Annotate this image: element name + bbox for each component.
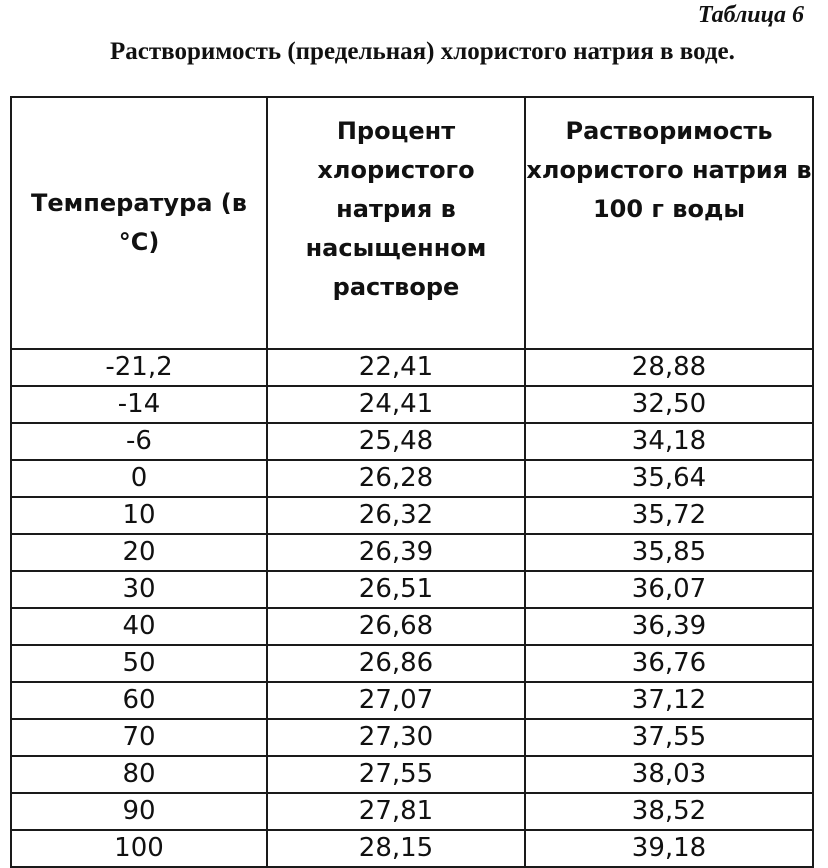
cell-solubility: 36,07 xyxy=(525,571,813,608)
cell-solubility: 37,55 xyxy=(525,719,813,756)
cell-percent: 26,39 xyxy=(267,534,525,571)
cell-solubility: 35,72 xyxy=(525,497,813,534)
cell-solubility: 38,03 xyxy=(525,756,813,793)
table-row xyxy=(11,719,813,756)
cell-temperature: 60 xyxy=(11,682,267,719)
cell-percent: 26,86 xyxy=(267,645,525,682)
cell-temperature: -21,2 xyxy=(11,349,267,386)
table-row xyxy=(11,793,813,830)
table-title: Растворимость (предельная) хлористого натрия в воде. xyxy=(110,38,735,65)
table-row xyxy=(11,682,813,719)
table-number: Таблица 6 xyxy=(697,2,804,28)
cell-temperature: 0 xyxy=(11,460,267,497)
cell-solubility: 34,18 xyxy=(525,423,813,460)
cell-percent: 28,15 xyxy=(267,830,525,867)
cell-solubility: 38,52 xyxy=(525,793,813,830)
cell-solubility: 35,64 xyxy=(525,460,813,497)
header-temperature: Температура (в °С) xyxy=(11,97,267,349)
cell-solubility: 32,50 xyxy=(525,386,813,423)
cell-percent: 27,81 xyxy=(267,793,525,830)
cell-percent: 26,68 xyxy=(267,608,525,645)
header-row xyxy=(11,97,813,349)
table-row xyxy=(11,830,813,867)
table-row xyxy=(11,497,813,534)
cell-percent: 22,41 xyxy=(267,349,525,386)
cell-percent: 26,32 xyxy=(267,497,525,534)
table-row xyxy=(11,349,813,386)
cell-percent: 27,30 xyxy=(267,719,525,756)
header-solubility: Растворимость хлористого натрия в 100 г воды xyxy=(525,97,813,349)
cell-percent: 27,55 xyxy=(267,756,525,793)
table-row xyxy=(11,645,813,682)
cell-temperature: 30 xyxy=(11,571,267,608)
table-body xyxy=(11,349,813,867)
table-row xyxy=(11,423,813,460)
cell-solubility: 35,85 xyxy=(525,534,813,571)
table-row xyxy=(11,608,813,645)
cell-percent: 26,28 xyxy=(267,460,525,497)
cell-percent: 25,48 xyxy=(267,423,525,460)
cell-temperature: 90 xyxy=(11,793,267,830)
solubility-table xyxy=(10,96,814,868)
header-percent: Процент хлористого натрия в насыщенном растворе xyxy=(267,97,525,349)
table-row xyxy=(11,534,813,571)
cell-solubility: 28,88 xyxy=(525,349,813,386)
cell-percent: 27,07 xyxy=(267,682,525,719)
table-row xyxy=(11,571,813,608)
cell-solubility: 36,39 xyxy=(525,608,813,645)
cell-solubility: 36,76 xyxy=(525,645,813,682)
cell-temperature: -6 xyxy=(11,423,267,460)
cell-temperature: 10 xyxy=(11,497,267,534)
cell-temperature: 100 xyxy=(11,830,267,867)
cell-percent: 24,41 xyxy=(267,386,525,423)
cell-solubility: 37,12 xyxy=(525,682,813,719)
cell-temperature: 20 xyxy=(11,534,267,571)
cell-temperature: 70 xyxy=(11,719,267,756)
table-row xyxy=(11,460,813,497)
cell-temperature: -14 xyxy=(11,386,267,423)
cell-temperature: 40 xyxy=(11,608,267,645)
table-row xyxy=(11,386,813,423)
cell-temperature: 80 xyxy=(11,756,267,793)
cell-solubility: 39,18 xyxy=(525,830,813,867)
cell-percent: 26,51 xyxy=(267,571,525,608)
table-row xyxy=(11,756,813,793)
cell-temperature: 50 xyxy=(11,645,267,682)
